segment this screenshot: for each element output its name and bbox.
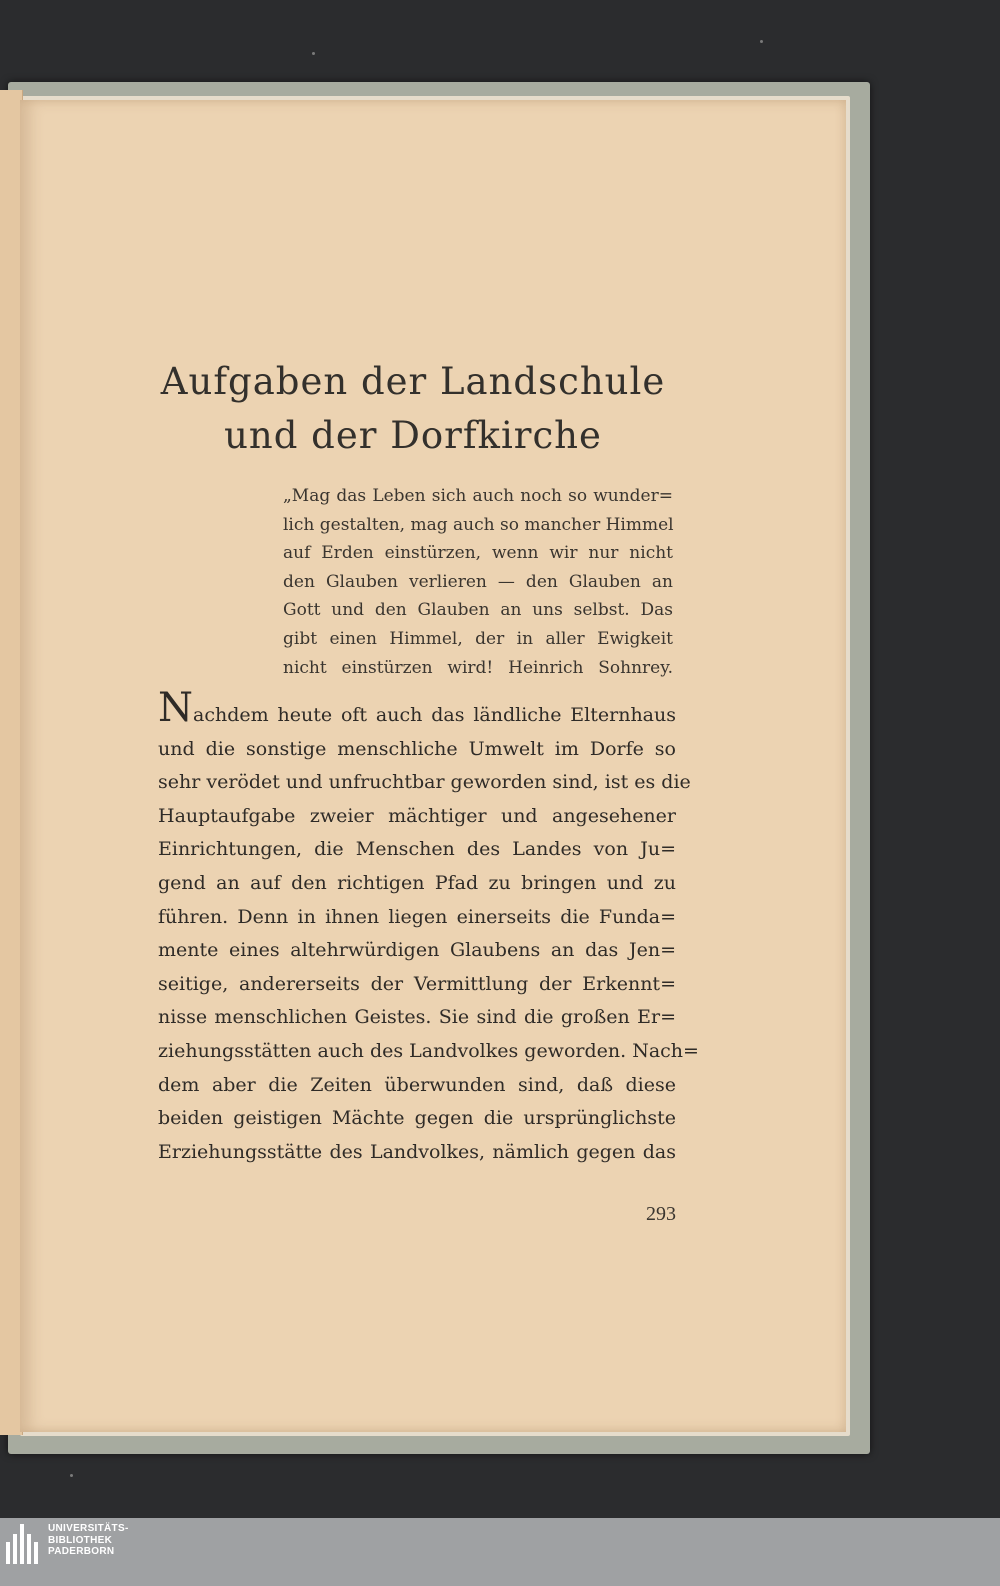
epigraph-line: den Glauben verlieren — den Glauben an [283,571,673,592]
body-line: ziehungsstätten auch des Landvolkes geworden. Nach= [158,1039,699,1062]
body-line: seitige, andererseits der Vermittlung der Erkennt= [158,972,676,995]
epigraph-line: gibt einen Himmel, der in aller Ewigkeit [283,628,673,649]
dust-speck [312,52,315,55]
body-line: Hauptaufgabe zweier mächtiger und angesehener [158,804,676,827]
epigraph-line: „Mag das Leben sich auch noch so wunder= [283,486,673,506]
epigraph-line: lich gestalten, mag auch so mancher Himmel [283,514,674,535]
body-line: mente eines altehrwürdigen Glaubens an das Jen= [158,939,676,962]
logo-text-line: BIBLIOTHEK [48,1534,113,1546]
epigraph-quote [283,482,673,682]
dust-speck [70,1474,73,1477]
library-logo-icon [6,1524,40,1564]
body-line: und die sonstige menschliche Umwelt im Dorfe so [158,737,676,760]
logo-text-line: PADERBORN [48,1546,115,1557]
body-line: beiden geistigen Mächte gegen die ursprünglichste [158,1107,676,1130]
body-line: führen. Denn in ihnen liegen einerseits die Funda= [158,905,676,928]
library-footer-bar [0,1518,1000,1586]
epigraph-line: nicht einstürzen wird! Heinrich Sohnrey. [283,657,673,678]
body-line-first [158,685,676,733]
logo-text-line: UNIVERSITÄTS- [48,1523,129,1534]
body-paragraph [158,685,699,1169]
body-line: dem aber die Zeiten überwunden sind, daß diese [158,1073,676,1096]
epigraph-line: auf Erden einstürzen, wenn wir nur nicht [283,543,673,564]
body-line: Einrichtungen, die Menschen des Landes von Ju= [158,838,676,861]
first-line-text: achdem heute oft auch das ländliche Elternhaus [193,704,676,726]
epigraph-line: Gott und den Glauben an uns selbst. Das [283,600,673,621]
chapter-title-line-1: Aufgaben der Landschule [160,360,666,403]
body-line: sehr verödet und unfruchtbar geworden sind, ist es die [158,771,691,794]
library-logo-text [48,1523,129,1558]
body-line: nisse menschlichen Geistes. Sie sind die großen Er= [158,1006,676,1029]
page-number: 293 [646,1203,676,1225]
body-line: Erziehungsstätte des Landvolkes, nämlich gegen das [158,1140,676,1163]
dust-speck [760,40,763,43]
drop-cap: N [158,685,193,731]
chapter-title-line-2: und der Dorfkirche [224,414,602,457]
body-line: gend an auf den richtigen Pfad zu bringen und zu [158,871,676,894]
